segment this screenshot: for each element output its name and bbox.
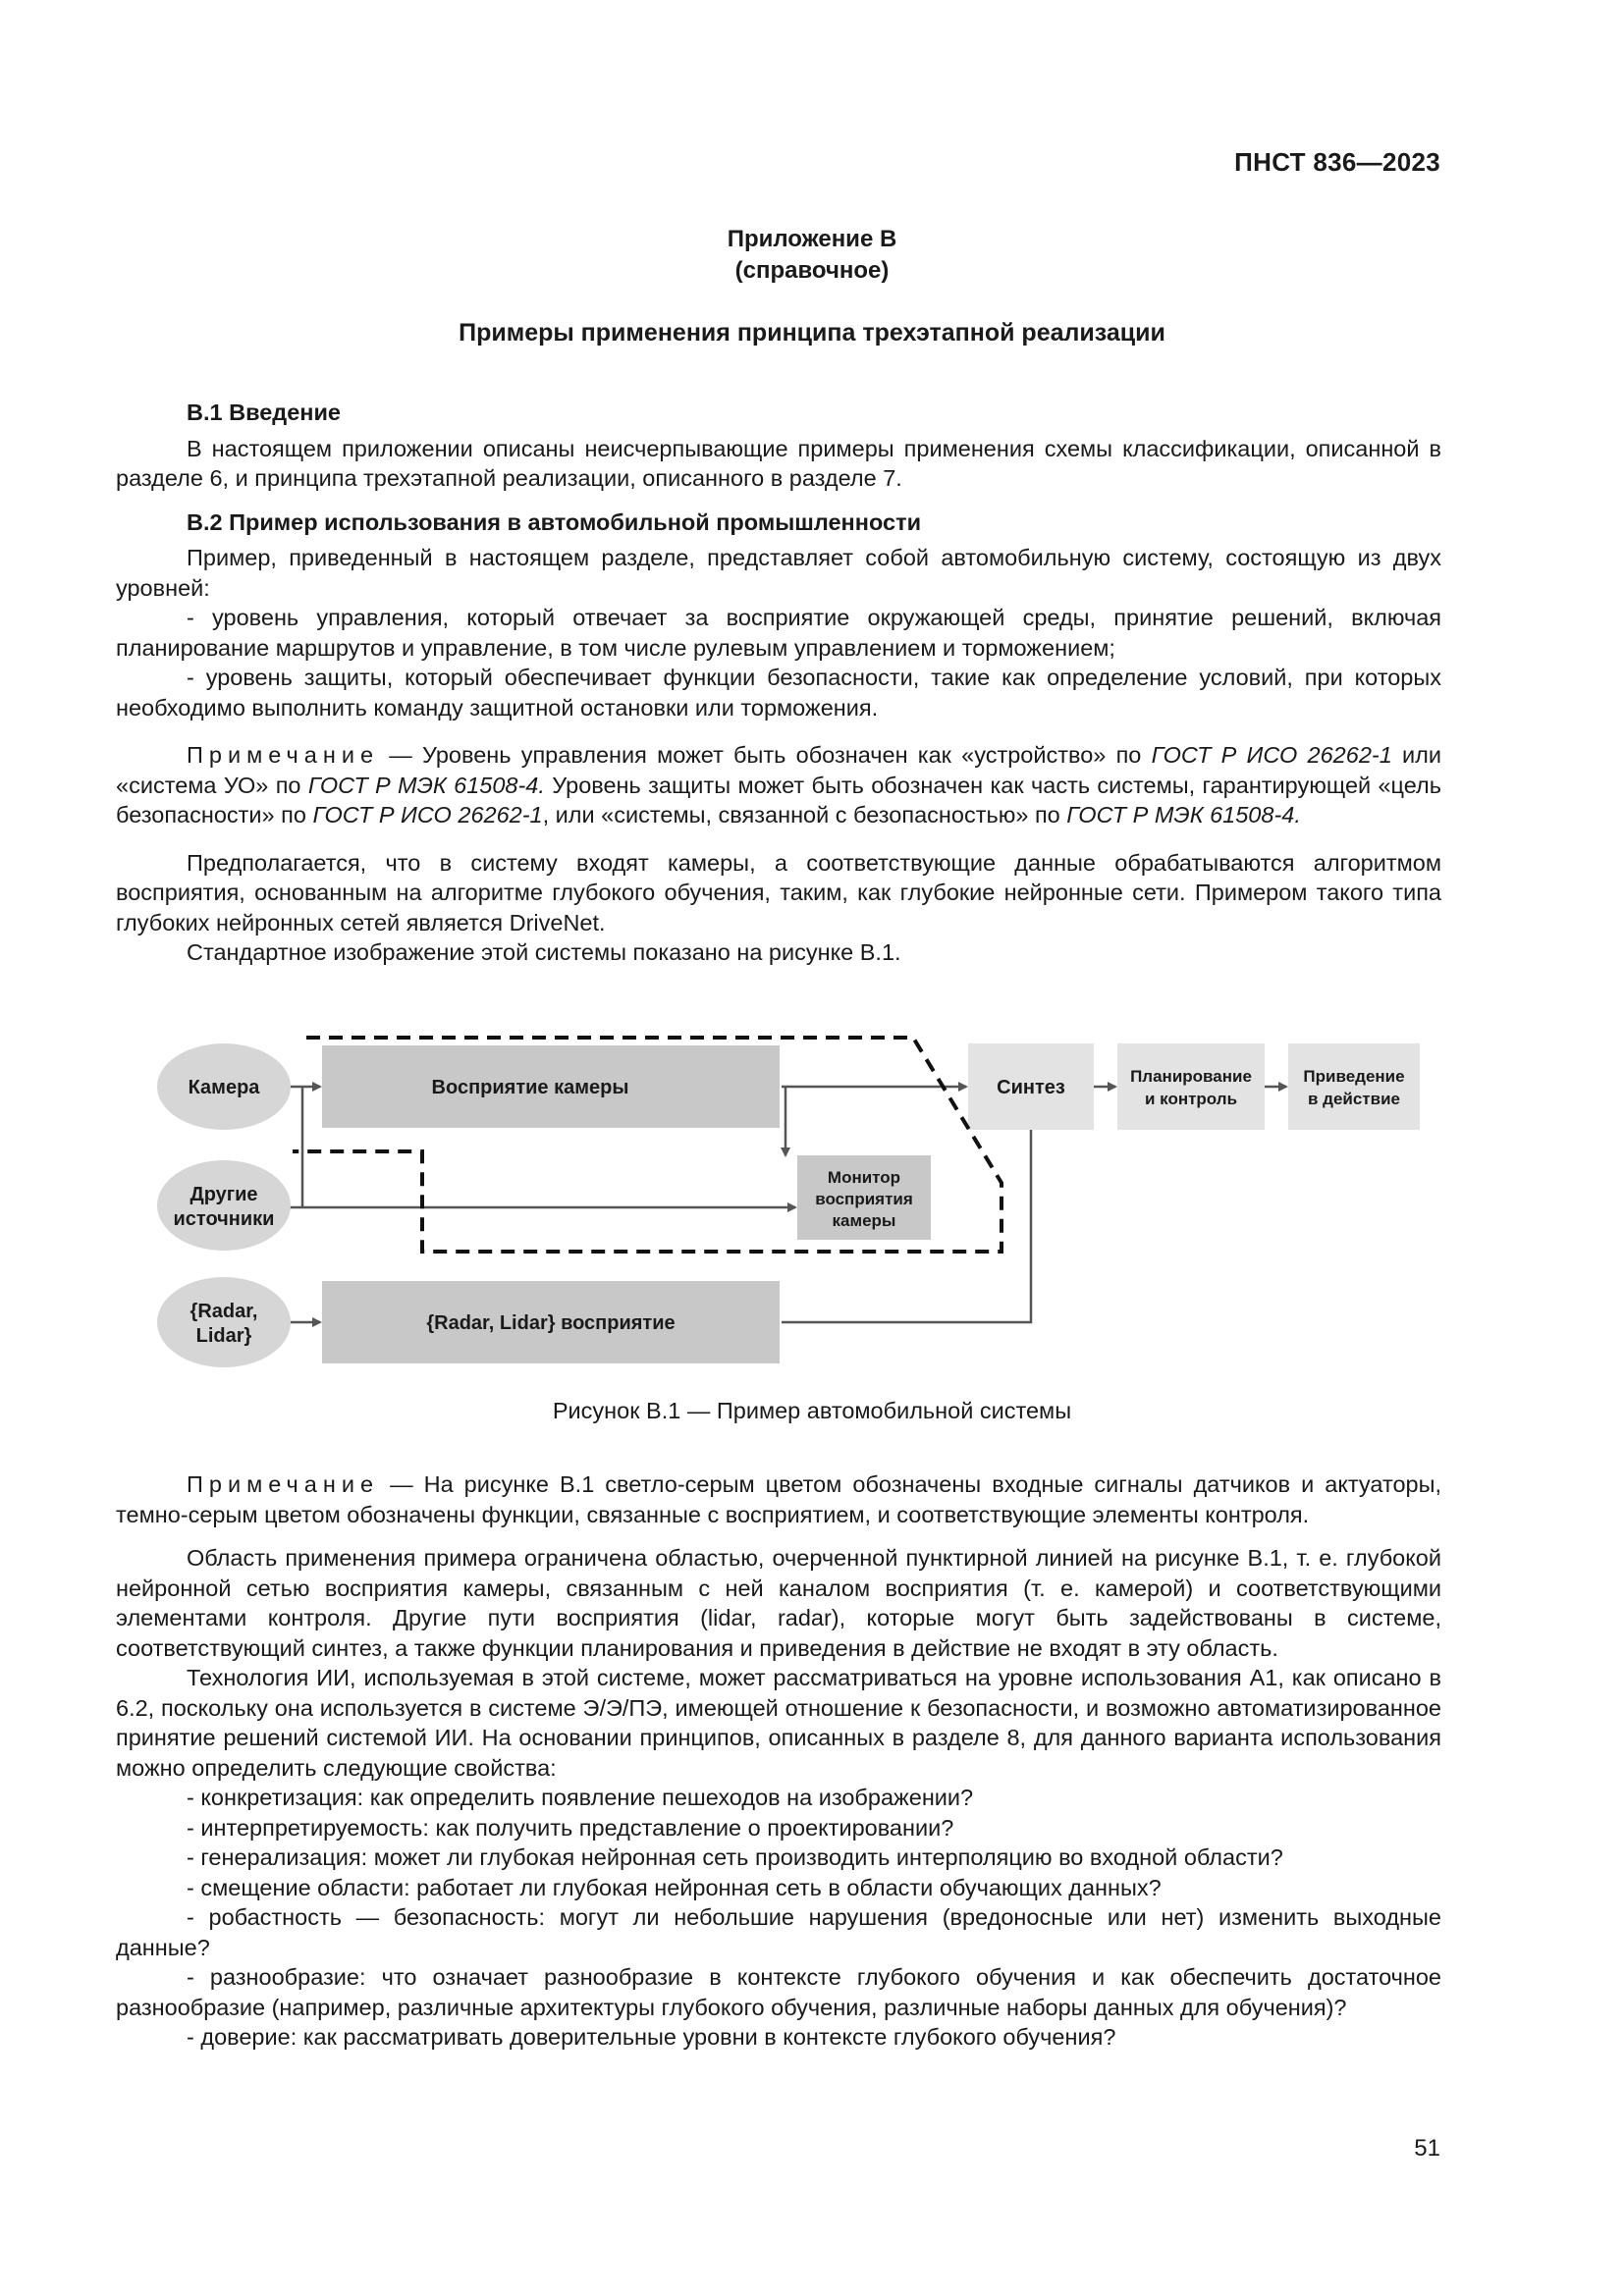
note-text: Уровень защиты может быть обозначен как часть системы, гарантирующей «цель безопасности» по: [116, 772, 1441, 828]
property-item: - смещение области: работает ли глубокая нейронная сеть в области обучающих данных?: [187, 1874, 1162, 1900]
label-other-2: источники: [173, 1208, 275, 1230]
page-number: 51: [1414, 2135, 1440, 2162]
label-monitor-3: камеры: [832, 1211, 896, 1230]
list-item-control-level: - уровень управления, который отвечает за восприятие окружающей среды, принятие решений, включая планирование маршрутов и управление, в том числе рулевым управлением и торможением;: [116, 605, 1441, 661]
document-id: ПНСТ 836—2023: [1234, 147, 1440, 177]
standard-ref: ГОСТ Р ИСО 26262-1: [1151, 742, 1392, 768]
box-planning-control: [1117, 1043, 1265, 1130]
paragraph-ai-technology: Технология ИИ, используемая в этой системе, может рассматриваться на уровне использования А1, как описано в 6.2, поскольку она используется в системе Э/Э/ПЭ, имеющей отношение к безопасности, и возможно автоматизированное принятие решений системой ИИ. На основании принципов, описанных в разделе 8, для данного варианта использования можно определить следующие свойства:: [116, 1665, 1441, 1781]
property-item: - конкретизация: как определить появление пешеходов на изображении?: [187, 1785, 974, 1810]
label-planning-2: и контроль: [1144, 1090, 1238, 1108]
appendix-subtitle: (справочное): [734, 257, 890, 284]
body-top: [116, 398, 1441, 968]
paragraph-intro: В настоящем приложении описаны неисчерпывающие примеры применения схемы классификации, описанной в разделе 6, и принципа трехэтапной реализации, описанного в разделе 7.: [116, 435, 1441, 491]
property-item: - доверие: как рассматривать доверительные уровни в контексте глубокого обучения?: [187, 2024, 1116, 2050]
label-radar-1: {Radar,: [189, 1301, 258, 1322]
box-actuation: [1288, 1043, 1420, 1130]
section-heading-b2: В.2 Пример использования в автомобильной промышленности: [187, 508, 922, 535]
note-1: [116, 740, 1441, 830]
label-camera: Камера: [188, 1077, 260, 1098]
section-heading-b1: В.1 Введение: [187, 400, 341, 425]
body-bottom: [116, 1469, 1441, 2053]
label-monitor-2: восприятия: [815, 1190, 913, 1208]
paragraph-assumption: Предполагается, что в систему входят камеры, а соответствующие данные обрабатываются алгоритмом восприятия, основанным на алгоритме глубокого обучения, таким, как глубокие нейронные сети. Примером такого типа глубоких нейронных сетей является DriveNet.: [116, 849, 1441, 935]
paragraph-scope: Область применения примера ограничена областью, очерченной пунктирной линией на рисунке В.1, т. е. глубокой нейронной сетью восприятия камеры, связанным с ней каналом восприятия (т. е. камерой) и соответствующими элементами контроля. Другие пути восприятия (lidar, radar), которые могут быть задействованы в системе, соответствующий синтез, а также функции планирования и приведения в действие не входят в эту область.: [116, 1545, 1441, 1661]
note-label: Примечание: [187, 742, 380, 768]
paragraph-example: Пример, приведенный в настоящем разделе, представляет собой автомобильную систему, состоящую из двух уровней:: [116, 545, 1441, 601]
property-item: - интерпретируемость: как получить представление о проектировании?: [187, 1814, 954, 1841]
property-item: - генерализация: может ли глубокая нейронная сеть производить интерполяцию во входной области?: [187, 1844, 1283, 1870]
appendix-name: Приложение В: [727, 226, 897, 252]
label-actuation-1: Приведение: [1303, 1067, 1405, 1086]
appendix-title: [0, 224, 1624, 287]
standard-ref: ГОСТ Р МЭК 61508-4.: [1066, 802, 1301, 828]
input-radar-lidar: [157, 1277, 291, 1367]
standard-ref: ГОСТ Р ИСО 26262-1: [312, 802, 543, 828]
property-item: - разнообразие: что означает разнообразие в контексте глубокого обучения и как обеспечить достаточное разнообразие (например, различные архитектуры глубокого обучения, различные наборы данных для обучения)?: [116, 1964, 1441, 2020]
note-label: Примечание: [187, 1471, 380, 1497]
note-text: — На рисунке В.1 светло-серым цветом обозначены входные сигналы датчиков и актуаторы, темно-серым цветом обозначены функции, связанные с восприятием, и соответствующие элементы контроля.: [116, 1471, 1441, 1527]
property-item: - робастность — безопасность: могут ли небольшие нарушения (вредоносные или нет) изменить выходные данные?: [116, 1904, 1441, 1960]
label-planning-1: Планирование: [1130, 1067, 1252, 1086]
paragraph-figure-ref: Стандартное изображение этой системы показано на рисунке В.1.: [187, 939, 901, 965]
figure-automotive-system: [128, 1016, 1434, 1379]
standard-ref: ГОСТ Р МЭК 61508-4.: [307, 772, 545, 798]
note-2: [116, 1469, 1441, 1529]
label-radar-perception: {Radar, Lidar} восприятие: [426, 1312, 676, 1334]
label-camera-perception: Восприятие камеры: [431, 1077, 629, 1098]
label-other-1: Другие: [189, 1184, 258, 1205]
note-text: или «система УО» по: [116, 742, 1441, 798]
label-radar-2: Lidar}: [195, 1325, 252, 1347]
note-text: , или «системы, связанной с безопасностью» по: [542, 802, 1067, 828]
note-text: — Уровень управления может быть обозначен как «устройство» по: [379, 742, 1152, 768]
main-title: Примеры применения принципа трехэтапной реализации: [459, 319, 1165, 347]
label-synthesis: Синтез: [997, 1077, 1065, 1098]
label-actuation-2: в действие: [1307, 1090, 1401, 1108]
label-monitor-1: Монитор: [827, 1168, 901, 1187]
list-item-protection-level: - уровень защиты, который обеспечивает функции безопасности, такие как определение условий, при которых необходимо выполнить команду защитной остановки или торможения.: [116, 665, 1441, 721]
figure-caption: Рисунок В.1 — Пример автомобильной системы: [552, 1398, 1072, 1423]
input-other-sources: [157, 1160, 291, 1251]
